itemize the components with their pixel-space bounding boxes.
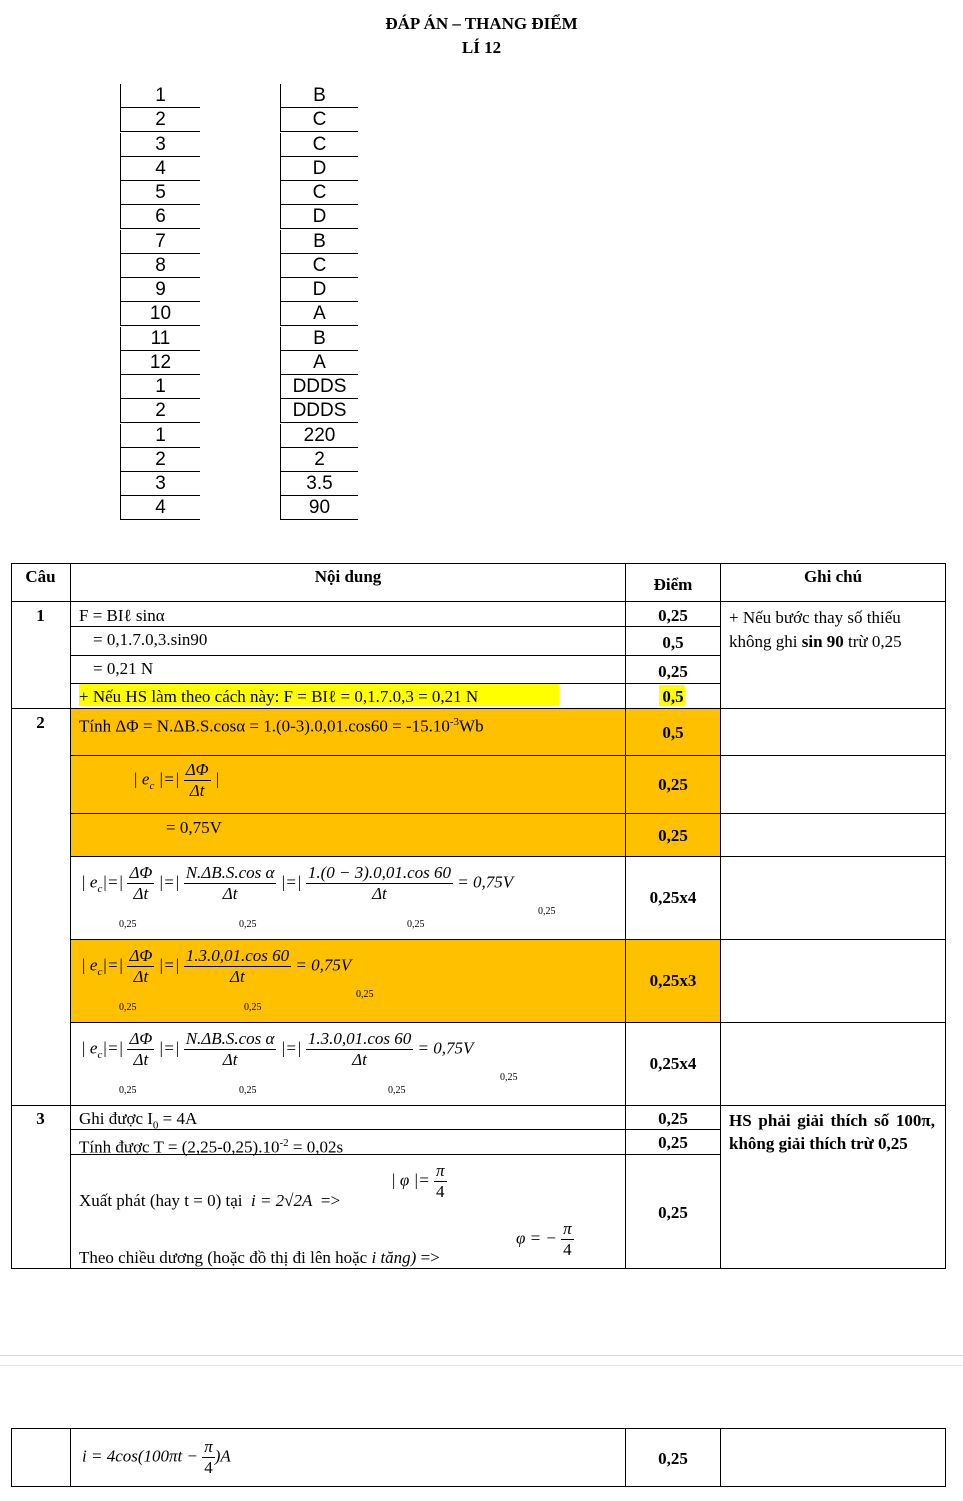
points: 0,5 <box>662 687 684 706</box>
answer-key-number: 10 <box>120 302 200 326</box>
answer-key-row <box>120 133 360 157</box>
points: 0,25x3 <box>649 971 697 990</box>
q3-note: HS phải giải thích số 100π, không giải thích trừ 0,25 <box>729 1111 935 1153</box>
answer-key-number: 7 <box>120 230 200 254</box>
answer-key-answer: DDDS <box>280 399 358 423</box>
sub-score: 0,25 <box>538 906 556 917</box>
page-subtitle: LÍ 12 <box>461 38 502 57</box>
header-ghi-chu: Ghi chú <box>803 567 863 586</box>
answer-key-number: 3 <box>120 133 200 157</box>
answer-key-number: 11 <box>120 327 200 351</box>
sub-score: 0,25 <box>119 1085 137 1096</box>
header-noi-dung: Nội dung <box>314 567 382 586</box>
q1-note: + Nếu bước thay số thiếu không ghi sin 90 trừ 0,25 <box>729 608 902 651</box>
answer-key-row <box>120 302 360 326</box>
sub-score: 0,25 <box>388 1085 406 1096</box>
answer-key-number: 8 <box>120 254 200 278</box>
current-formula: i = 4cos(100πt − $\frac{\pi}{4}$ )A <box>82 1437 231 1477</box>
question-number: 3 <box>36 1109 45 1128</box>
question-number: 1 <box>36 606 45 625</box>
answer-key-number: 6 <box>120 205 200 229</box>
q2-line1: Tính $\Delta\Phi = N.\Delta B.S.\cos\alpha = 1.(0-3).0,01.\cos 60 = -15.10^{-3}Wb$ <box>79 716 484 736</box>
answer-key-number: 2 <box>120 448 200 472</box>
answer-key-number: 1 <box>120 375 200 399</box>
q3-line1: Ghi được $I_0 = 4A$ <box>79 1109 198 1132</box>
answer-key-answer: C <box>280 254 358 278</box>
answer-key-row <box>120 84 360 108</box>
answer-key-answer: 3.5 <box>280 472 358 496</box>
q3-line4: Theo chiều dương (hoặc đồ thị đi lên hoặc i tăng) => <box>79 1248 440 1267</box>
header-diem: Điểm <box>653 575 693 594</box>
grading-table <box>11 563 946 1269</box>
q1-line-alt: + Nếu HS làm theo cách này: F = BIℓ = 0,1.7.0,3 = 0,21 N <box>79 687 479 706</box>
answer-key-answer: B <box>280 84 358 108</box>
answer-key-number: 4 <box>120 157 200 181</box>
answer-key-number: 3 <box>120 472 200 496</box>
answer-key-answer: D <box>280 278 358 302</box>
answer-key-answer: 220 <box>280 424 358 448</box>
header-cau: Câu <box>25 567 56 586</box>
answer-key-row <box>120 205 360 229</box>
sub-score: 0,25 <box>356 989 374 1000</box>
points: 0,25 <box>658 1449 688 1468</box>
sub-score: 0,25 <box>407 919 425 930</box>
points: 0,25 <box>658 775 688 794</box>
points: 0,25 <box>658 1133 688 1152</box>
page-title: ĐÁP ÁN – THANG ĐIỂM <box>385 14 578 33</box>
points: 0,25 <box>658 826 688 845</box>
answer-key-row <box>120 448 360 472</box>
answer-key-number: 1 <box>120 424 200 448</box>
page-separator <box>0 1355 963 1356</box>
answer-key-table <box>120 84 360 521</box>
answer-key-number: 9 <box>120 278 200 302</box>
answer-key-row <box>120 230 360 254</box>
sub-score: 0,25 <box>239 919 257 930</box>
answer-key-number: 4 <box>120 496 200 520</box>
answer-key-number: 5 <box>120 181 200 205</box>
answer-key-answer: 2 <box>280 448 358 472</box>
q3-line3: Xuất phát (hay t = 0) tại i = 2√2A => <box>79 1191 341 1210</box>
answer-key-answer: C <box>280 181 358 205</box>
answer-key-row <box>120 351 360 375</box>
answer-key-row <box>120 181 360 205</box>
answer-key-answer: C <box>280 133 358 157</box>
answer-key-row <box>120 108 360 132</box>
sub-score: 0,25 <box>119 1002 137 1013</box>
q2-full-formula-1: | $e_c|=|$ $\frac{\Delta\Phi}{\Delta t}$ |=| $\frac{\text{N.ΔB.S.cos α}}{\Delta t}$ |=| $\frac{1.(0 - 3).0,01.\cos 60}{\Delta t}$ = 0,75V <box>81 863 514 903</box>
answer-key-number: 12 <box>120 351 200 375</box>
answer-key-row <box>120 278 360 302</box>
points: 0,25 <box>658 1203 688 1222</box>
page-separator <box>0 1365 963 1366</box>
points: 0,25 <box>658 606 688 625</box>
answer-key-answer: 90 <box>280 496 358 520</box>
q2-line3: = 0,75V <box>166 818 222 837</box>
q3-phi-abs: | φ |= $\frac{\pi}{4}$ <box>391 1161 445 1201</box>
answer-key-answer: C <box>280 108 358 132</box>
points: 0,5 <box>662 633 684 652</box>
answer-key-answer: DDDS <box>280 375 358 399</box>
sub-score: 0,25 <box>500 1072 518 1083</box>
points: 0,25x4 <box>649 1054 697 1073</box>
sub-score: 0,25 <box>119 919 137 930</box>
question-number: 2 <box>36 713 45 732</box>
answer-key-row <box>120 472 360 496</box>
answer-key-answer: A <box>280 351 358 375</box>
sub-score: 0,25 <box>244 1002 262 1013</box>
answer-key-number: 2 <box>120 108 200 132</box>
points: 0,25 <box>658 662 688 681</box>
answer-key-answer: A <box>280 302 358 326</box>
answer-key-row <box>120 424 360 448</box>
answer-key-row <box>120 157 360 181</box>
q2-emf-formula: | $e_c$ |=| $\frac{\Delta\Phi}{\Delta t}$ | <box>133 760 220 800</box>
q2-full-formula-3: | $e_c|=|$ $\frac{\Delta\Phi}{\Delta t}$ |=| $\frac{\text{N.ΔB.S.cos α}}{\Delta t}$ |=| $\frac{1.3.0,01.\cos 60}{\Delta t}$ = 0,75V <box>81 1029 474 1069</box>
answer-key-answer: D <box>280 157 358 181</box>
points: 0,5 <box>662 723 684 742</box>
answer-key-row <box>120 375 360 399</box>
points: 0,25x4 <box>649 888 697 907</box>
points: 0,25 <box>658 1109 688 1128</box>
q3-line2: Tính được $T = (2,25-0,25).10^{-2} = 0,02s$ <box>79 1137 344 1157</box>
answer-key-row <box>120 327 360 351</box>
answer-key-answer: B <box>280 230 358 254</box>
q1-line: = 0,1.7.0,3.sin90 <box>93 630 208 649</box>
answer-key-number: 2 <box>120 399 200 423</box>
continuation-table <box>11 1428 946 1487</box>
q1-line: F = BIℓ sinα <box>79 606 165 625</box>
q1-line: = 0,21 N <box>93 659 154 678</box>
answer-key-row <box>120 399 360 423</box>
q3-phi-value: φ = − $\frac{\pi}{4}$ <box>516 1219 572 1259</box>
answer-key-row <box>120 254 360 278</box>
answer-key-number: 1 <box>120 84 200 108</box>
sub-score: 0,25 <box>239 1085 257 1096</box>
q2-full-formula-2: | $e_c|=|$ $\frac{\Delta\Phi}{\Delta t}$ |=| $\frac{1.3.0,01.\cos 60}{\Delta t}$ = 0,75V <box>81 946 352 986</box>
answer-key-answer: D <box>280 205 358 229</box>
answer-key-answer: B <box>280 327 358 351</box>
answer-key-row <box>120 496 360 520</box>
